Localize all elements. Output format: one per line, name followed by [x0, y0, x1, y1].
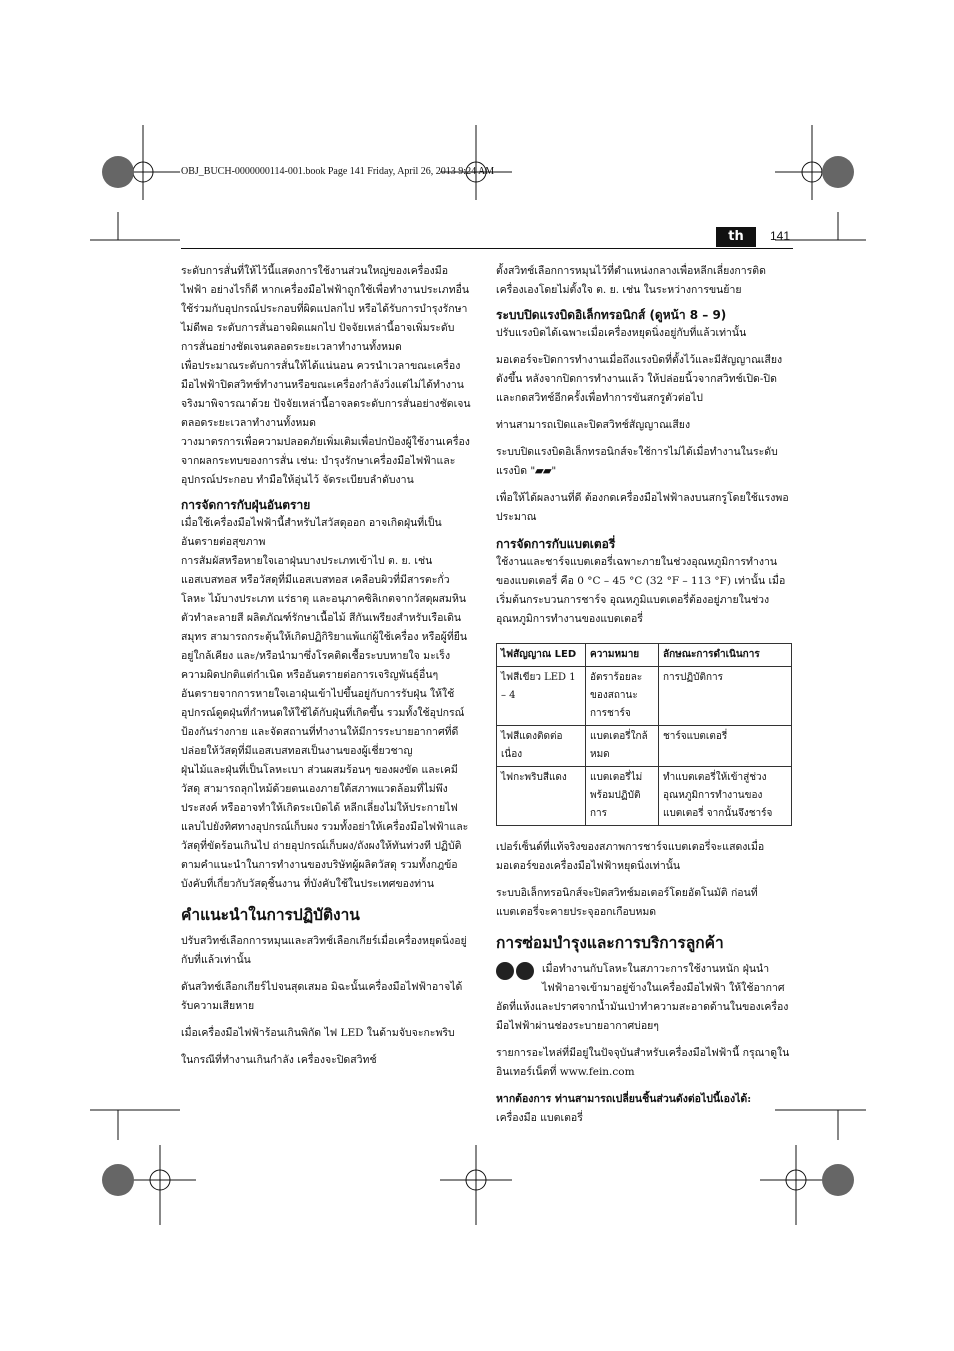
heading-battery: การจัดการกับแบตเตอรี่ [496, 537, 616, 551]
paragraph: รายการอะไหล่ที่มีอยู่ในปัจจุบันสำหรับเครื่องมือไฟฟ้านี้ กรุณาดูในอินเทอร์เน็ตที่ www.fein.com [496, 1047, 790, 1078]
table-cell: ทำแบตเตอรี่ให้เข้าสู่ช่วงอุณหภูมิการทำงานของแบตเตอรี่ จากนั้นจึงชาร์จ [659, 767, 792, 826]
header-rule [181, 248, 793, 249]
paragraph: ระบบอิเล็กทรอนิกส์จะปิดสวิทช์มอเตอร์โดยอัตโนมัติ ก่อนที่แบตเตอรี่จะคายประจุออกเกือบหมด [496, 887, 758, 918]
text: เมื่อทำงานกับโลหะในสภาวะการใช้งานหนัก ฝุ่นนำไฟฟ้าอาจเข้ามาอยู่ข้างในเครื่องมือไฟฟ้า ให้ใช้อากาศอัดที่แห้งและปราศจากน้ำมันเป่าทำความสะอาดด้านในของเครื่องมือไฟฟ้าผ่านช่องระบายอากาศบ่อยๆ [496, 963, 789, 1032]
table-cell: ชาร์จแบตเตอรี่ [659, 726, 792, 767]
hearing-protection-icon [516, 962, 534, 980]
paragraph: ปรับสวิทช์เลือกการหมุนและสวิทช์เลือกเกียร์เมื่อเครื่องหยุดนิ่งอยู่กับที่แล้วเท่านั้น [181, 935, 467, 966]
heading-operating: คำแนะนำในการปฏิบัติงาน [181, 906, 360, 924]
column-header: ความหมาย [586, 644, 659, 667]
paragraph [496, 1090, 792, 1109]
paragraph [496, 443, 792, 481]
left-column [181, 262, 471, 1078]
bold-text: หากต้องการ ท่านสามารถเปลี่ยนชิ้นส่วนดังต่อไปนี้เองได้: [496, 1093, 752, 1105]
paragraph [496, 960, 792, 1036]
led-table [496, 643, 792, 826]
table-row [497, 767, 792, 826]
paragraph: เมื่อเครื่องมือไฟฟ้าร้อนเกินพิกัด ไฟ LED ในด้ามจับจะกะพริบ [181, 1027, 455, 1039]
paragraph: วางมาตรการเพื่อความปลอดภัยเพิ่มเติมเพื่อปกป้องผู้ใช้งานเครื่องจากผลกระทบของการสั่น เช่น: บำรุงรักษาเครื่องมือไฟฟ้าและอุปกรณ์ประกอบ ทำมือให้อุ่นไว้ จัดระเบียบลำดับงาน [181, 436, 470, 486]
paragraph: ระดับการสั่นที่ให้ไว้นี้แสดงการใช้งานส่วนใหญ่ของเครื่องมือไฟฟ้า อย่างไรก็ดี หากเครื่องมือไฟฟ้าถูกใช้เพื่อทำงานประเภทอื่น ใช้ร่วมกับอุปกรณ์ประกอบที่ผิดแปลกไป หรือได้รับการบำรุงรักษาไม่ดีพอ ระดับการสั่นอาจผิดแผกไป ปัจจัยเหล่านี้อาจเพิ่มระดับการสั่นอย่างชัดเจนตลอดระยะเวลาทำงานทั้งหมด [181, 265, 470, 353]
paragraph: ในกรณีที่ทำงานเกินกำลัง เครื่องจะปิดสวิทช์ [181, 1054, 377, 1066]
heading-dust: การจัดการกับฝุ่นอันตราย [181, 498, 311, 512]
paragraph: ฝุ่นไม้และฝุ่นที่เป็นโลหะเบา ส่วนผสมร้อนๆ ของผงขัด และเคมีวัสดุ สามารถลุกไหม้ด้วยตนเองภายใต้สภาพแวดล้อมที่ไม่พึงประสงค์ หรืออาจทำให้เกิดระเบิดได้ หลีกเลี่ยงไม่ให้ประกายไฟแลบไปยังทิศทางอุปกรณ์เก็บผง รวมทั้งอย่าให้เครื่องมือไฟฟ้าและวัสดุที่ขัดร้อนเกินไป ถ่ายอุปกรณ์เก็บผง/ถังผงให้ทันท่วงที ปฏิบัติตามคำแนะนำในการทำงานของบริษัทผู้ผลิตวัสดุ รวมทั้งกฎข้อบังคับที่เกี่ยวกับวัสดุชิ้นงาน ที่บังคับใช้ในประเทศของท่าน [181, 764, 469, 890]
paragraph: เมื่อใช้เครื่องมือไฟฟ้านี้สำหรับไสวัสดุออก อาจเกิดฝุ่นที่เป็นอันตรายต่อสุขภาพ [181, 517, 442, 548]
table-row [497, 726, 792, 767]
table-cell: อัตราร้อยละของสถานะการชาร์จ [586, 667, 659, 726]
table-cell: ไฟสีเขียว LED 1 – 4 [497, 667, 586, 726]
paragraph: ท่านสามารถเปิดและปิดสวิทช์สัญญาณเสียง [496, 419, 691, 431]
right-column [496, 262, 792, 1136]
table-cell: ไฟกะพริบสีแดง [497, 767, 586, 826]
print-slug: OBJ_BUCH-0000000114-001.book Page 141 Friday, April 26, 2013 9:24 AM [181, 166, 495, 177]
paragraph: การสัมผัสหรือหายใจเอาฝุ่นบางประเภทเข้าไป ต. ย. เช่น แอสเบสทอส หรือวัสดุที่มีแอสเบสทอส เคลือบผิวที่มีสารตะกั่ว โลหะ ไม้บางประเภท แร่ธาตุ และอนุภาคซิลิเกตจากวัสดุผสมหิน ตัวทำละลายสี ผลิตภัณฑ์รักษาเนื้อไม้ สีกันเพรียงสำหรับเรือเดินสมุทร สามารถกระตุ้นให้เกิดปฏิกิริยาแพ้แก่ผู้ใช้เครื่อง หรือผู้ที่ยืนอยู่ใกล้เคียง และ/หรือนำมาซึ่งโรคติดเชื้อระบบหายใจ มะเร็ง ความผิดปกติแต่กำเนิด หรืออันตรายต่อการเจริญพันธุ์อื่นๆ อันตรายจากการหายใจเอาฝุ่นเข้าไปขึ้นอยู่กับการรับฝุ่น ให้ใช้อุปกรณ์ดูดฝุ่นที่กำหนดให้ใช้ได้กับฝุ่นที่เกิดขึ้น รวมทั้งใช้อุปกรณ์ป้องกันร่างกาย และจัดสถานที่ทำงานให้มีการระบายอากาศที่ดี ปล่อยให้วัสดุที่มีแอสเบสทอสเป็นงานของผู้เชี่ยวชาญ [181, 555, 468, 757]
column-header: ลักษณะการดำเนินการ [659, 644, 792, 667]
safety-icons [496, 962, 536, 981]
table-header-row [497, 644, 792, 667]
paragraph: มอเตอร์จะปิดการทำงานเมื่อถึงแรงบิดที่ตั้งไว้และมีสัญญาณเสียงดังขึ้น หลังจากปิดการทำงานแล้ว ให้ปล่อยนิ้วจากสวิทช์เปิด-ปิด และกดสวิทช์อีกครั้งเพื่อทำการขันสกรูตัวต่อไป [496, 354, 783, 404]
heading-torque: ระบบปิดแรงบิดอิเล็กทรอนิกส์ (ดูหน้า 8 – 9) [496, 308, 727, 322]
paragraph: เพื่อประมาณระดับการสั่นให้ได้แน่นอน ควรนำเวลาขณะเครื่องมือไฟฟ้าปิดสวิทช์ทำงานหรือขณะเครื่องกำลังวิ่งแต่ไม่ได้ทำงานจริงมาพิจารณาด้วย ปัจจัยเหล่านี้อาจลดระดับการสั่นอย่างชัดเจนตลอดระยะเวลาทำงานทั้งหมด [181, 360, 471, 429]
table-cell: แบตเตอรี่ไม่พร้อมปฏิบัติการ [586, 767, 659, 826]
paragraph: เพื่อให้ได้ผลงานที่ดี ต้องกดเครื่องมือไฟฟ้าลงบนสกรูโดยใช้แรงพอประมาณ [496, 492, 789, 523]
text: " [551, 465, 557, 477]
language-tab: th [716, 227, 756, 247]
table-row [497, 667, 792, 726]
table-cell: ไฟสีแดงติดต่อเนื่อง [497, 726, 586, 767]
paragraph: ตั้งสวิทช์เลือกการหมุนไว้ที่ตำแหน่งกลางเพื่อหลีกเลี่ยงการติดเครื่องเองโดยไม่ตั้งใจ ต. ย. เช่น ในระหว่างการขนย้าย [496, 265, 766, 296]
paragraph: ปรับแรงบิดได้เฉพาะเมื่อเครื่องหยุดนิ่งอยู่กับที่แล้วเท่านั้น [496, 327, 747, 339]
page-number: 141 [770, 229, 791, 243]
table-cell: แบตเตอรี่ใกล้หมด [586, 726, 659, 767]
drill-mode-icon: ▰▰ [535, 465, 552, 477]
paragraph: ดันสวิทช์เลือกเกียร์ไปจนสุดเสมอ มิฉะนั้นเครื่องมือไฟฟ้าอาจได้รับความเสียหาย [181, 981, 463, 1012]
text: ระบบปิดแรงบิดอิเล็กทรอนิกส์จะใช้การไม่ได้เมื่อทำงานในระดับแรงบิด " [496, 446, 778, 477]
paragraph: เปอร์เซ็นต์ที่แท้จริงของสภาพการชาร์จแบตเตอรี่จะแสดงเมื่อมอเตอร์ของเครื่องมือไฟฟ้าหยุดนิ่งเท่านั้น [496, 841, 765, 872]
heading-service: การซ่อมบำรุงและการบริการลูกค้า [496, 934, 724, 952]
paragraph: เครื่องมือ แบตเตอรี่ [496, 1112, 583, 1124]
paragraph: ใช้งานและชาร์จแบตเตอรี่เฉพาะภายในช่วงอุณหภูมิการทำงานของแบตเตอรี่ คือ 0 °C – 45 °C (32 °F – 113 °F) เท่านั้น เมื่อเริ่มต้นกระบวนการชาร์จ อุณหภูมิแบตเตอรี่ต้องอยู่ภายในช่วงอุณหภูมิการทำงานของแบตเตอรี่ [496, 556, 786, 625]
eye-protection-icon [496, 962, 514, 980]
table-cell: การปฏิบัติการ [659, 667, 792, 726]
column-header: ไฟสัญญาณ LED [497, 644, 586, 667]
